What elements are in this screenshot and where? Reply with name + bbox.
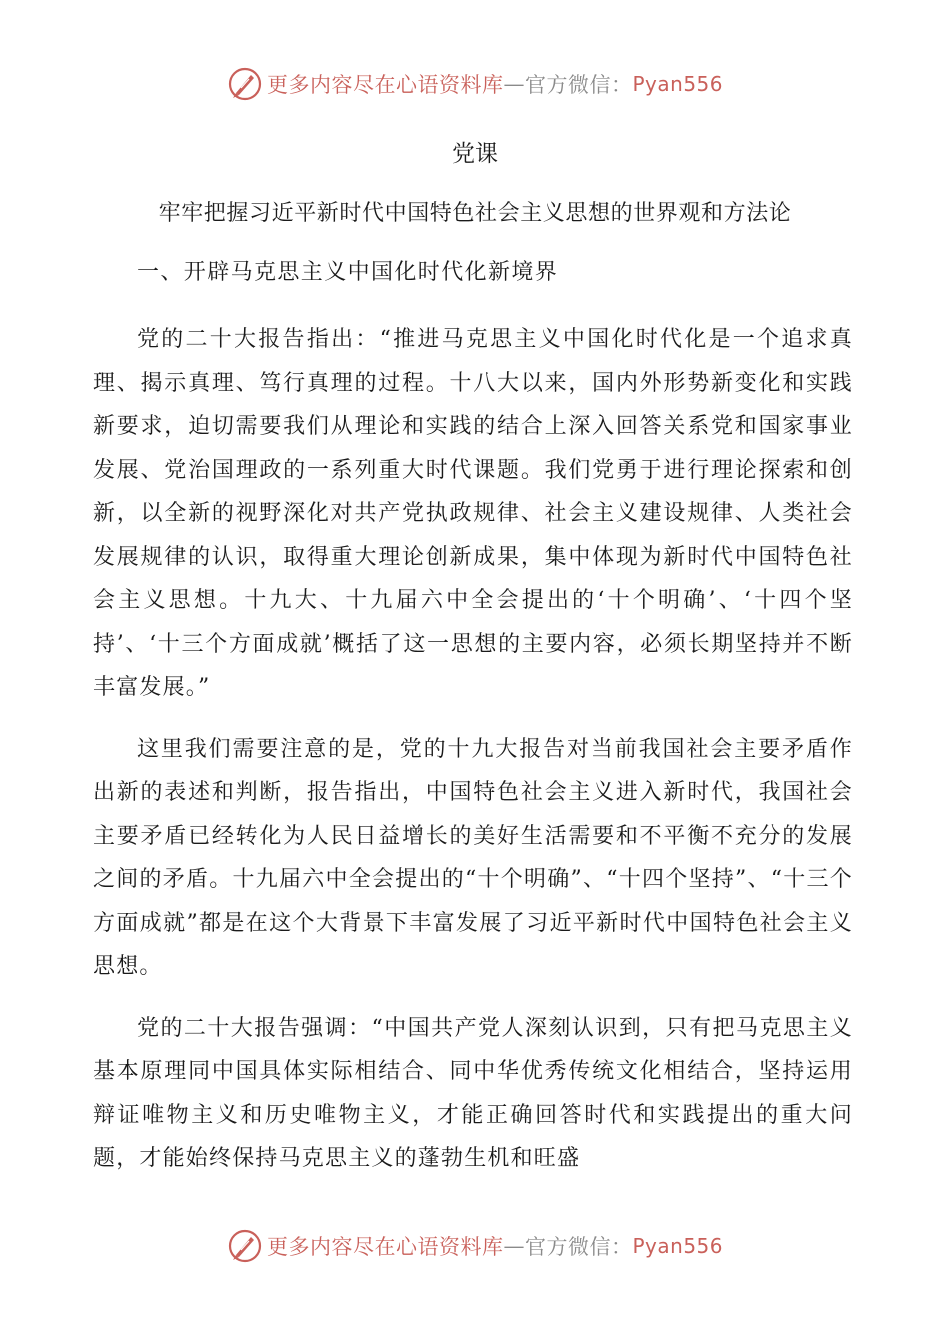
paragraph-1: 党的二十大报告指出：“推进马克思主义中国化时代化是一个追求真理、揭示真理、笃行真理的过程。十八大以来，国内外形势新变化和实践新要求，迫切需要我们从理论和实践的结合上深入回答关系党和国家事业发展、党治国理政的一系列重大时代课题。我们党勇于进行理论探索和创新，以全新的视野深化对共产党执政规律、社会主义建设规律、人类社会发展规律的认识，取得重大理论创新成果，集中体现为新时代中国特色社会主义思想。十九大、十九届六中全会提出的‘十个明确’、‘十四个坚持’、‘十三个方面成就’概括了这一思想的主要内容，必须长期坚持并不断丰富发展。” [93,327,853,700]
watermark-wechat-id: Pyan556 [632,1234,723,1258]
watermark-wechat-id: Pyan556 [632,72,723,96]
header-watermark [0,64,950,104]
document-subtitle: 牢牢把握习近平新时代中国特色社会主义思想的世界观和方法论 [158,201,792,226]
section-heading: 一、开辟马克思主义中国化时代化新境界 [137,260,559,285]
watermark-main-text: 更多内容尽在心语资料库 [266,73,504,97]
footer-watermark [0,1226,950,1266]
watermark-separator: — [503,72,525,96]
watermark-wechat-label: 官方微信： [524,1235,633,1259]
paragraph-3: 党的二十大报告强调：“中国共产党人深刻认识到，只有把马克思主义基本原理同中国具体实际相结合、同中华优秀传统文化相结合，坚持运用辩证唯物主义和历史唯物主义，才能正确回答时代和实践提出的重大问题，才能始终保持马克思主义的蓬勃生机和旺盛 [93,1015,853,1171]
quill-pen-logo-icon [227,1228,263,1264]
quill-pen-logo-icon [227,66,263,102]
paragraph-2: 这里我们需要注意的是，党的十九大报告对当前我国社会主要矛盾作出新的表述和判断，报告指出，中国特色社会主义进入新时代，我国社会主要矛盾已经转化为人民日益增长的美好生活需要和不平衡不充分的发展之间的矛盾。十九届六中全会提出的“十个明确”、“十四个坚持”、“十三个方面成就”都是在这个大背景下丰富发展了习近平新时代中国特色社会主义思想。 [93,736,853,979]
document-title: 党课 [452,141,498,167]
document-body [93,318,853,1199]
watermark-wechat-label: 官方微信： [524,73,633,97]
watermark-separator: — [503,1234,525,1258]
watermark-main-text: 更多内容尽在心语资料库 [266,1235,504,1259]
